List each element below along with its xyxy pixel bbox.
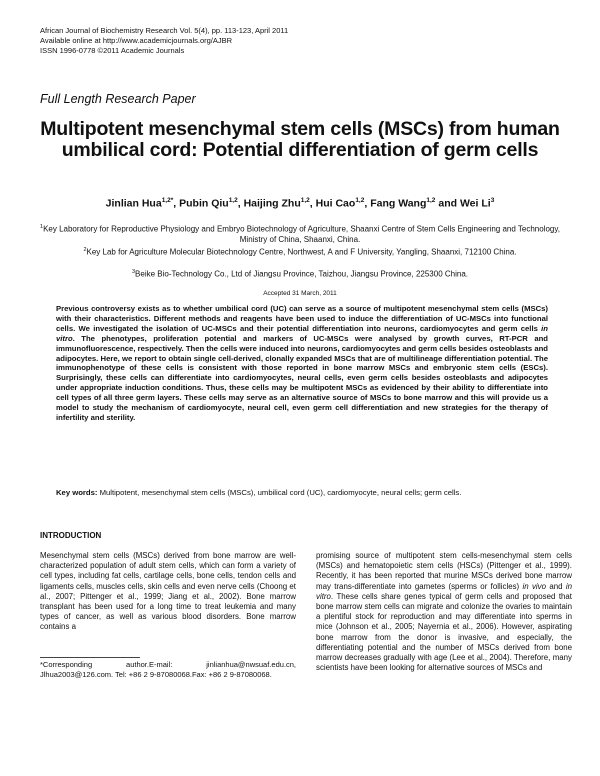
affiliation-text: Key Laboratory for Reproductive Physiology and Embryo Biotechnology of Agriculture, Shaanxi Centre of Stem Cells Engineering and Technology, Ministry of China, Shaanxi, China.	[43, 224, 560, 244]
author-name: Wei Li	[459, 197, 491, 210]
author-affil: 1,2	[426, 197, 436, 204]
body-text: promising source of multipotent stem cells-mesenchymal stem cells (MSCs) and hematopoietic stem cells (HSCs) (Pittenger et al., 1999). Recently, it has been reported that murine MSCs derived bone marrow may trans-differentiate into gametes (sperms or follicles)	[316, 551, 572, 591]
right-column-text	[316, 551, 572, 673]
affiliation-number: 3	[131, 269, 136, 275]
author-affil: 1,2	[355, 197, 365, 204]
keywords	[56, 488, 548, 498]
left-column-text: Mesenchymal stem cells (MSCs) derived from bone marrow are well-characterized population of adult stem cells, which can form a variety of cell types, including fat cells, cartilage cells, bone cells, tendon cells and ligaments cells, muscles cells, skin cells and even nerve cells (Choong et al., 2007; Pittenger et al., 1999; Jiang et al., 2002). Bone marrow transplant has been used for a long time to treat leukemia and many types of cancer, as well as various blood disorders. Bone marrow contains a	[40, 551, 296, 632]
journal-url: Available online at http://www.academicjournals.org/AJBR	[40, 36, 233, 45]
body-text: and	[546, 581, 566, 591]
author-affil: 3	[490, 197, 495, 204]
author-list	[30, 197, 570, 210]
author-sep: ,	[364, 197, 371, 210]
author-name: Jinlian Hua	[105, 197, 162, 210]
paper-type: Full Length Research Paper	[40, 92, 196, 106]
author-name: Fang Wang	[370, 197, 427, 210]
affiliation-3	[40, 267, 560, 280]
affiliation-2	[40, 245, 560, 258]
affiliation-text: Key Lab for Agriculture Molecular Biotechnology Centre, Northwest, A and F University, Yangling, Shaanxi, 712100 China.	[86, 247, 517, 257]
paper-title: Multipotent mesenchymal stem cells (MSCs) from human umbilical cord: Potential differentiation of germ cells	[40, 118, 560, 161]
author-sep: ,	[173, 197, 180, 210]
abstract	[56, 304, 548, 423]
abstract-italic: in vitro	[56, 323, 548, 343]
corresponding-footnote: *Corresponding author.E-mail: jinlianhua@nwsuaf.edu.cn, Jlhua2003@126.com. Tel: +86 2 9-87080068.Fax: +86 2 9-87080068.	[40, 660, 296, 679]
affiliation-text: Beike Bio-Technology Co., Ltd of Jiangsu Province, Taizhou, Jiangsu Province, 225300 China.	[135, 269, 468, 279]
footnote-divider	[40, 657, 140, 658]
journal-citation: African Journal of Biochemistry Research Vol. 5(4), pp. 113-123, April 2011	[40, 26, 289, 35]
keywords-text: Multipotent, mesenchymal stem cells (MSCs), umbilical cord (UC), cardiomyocyte, neural cells; germ cells.	[97, 488, 462, 497]
keywords-label: Key words:	[56, 488, 98, 497]
author-sep: ,	[237, 197, 244, 210]
affiliation-number: 2	[83, 247, 87, 253]
author-affil: 1,2*	[161, 197, 174, 204]
author-name: Hui Cao	[315, 197, 356, 210]
accepted-date: Accepted 31 March, 2011	[263, 290, 337, 297]
journal-issn: ISSN 1996-0778 ©2011 Academic Journals	[40, 46, 185, 55]
author-name: Haijing Zhu	[243, 197, 301, 210]
body-italic: in vitro	[316, 581, 572, 601]
author-sep: and	[435, 197, 460, 210]
abstract-text: . The phenotypes, proliferation potential and markers of UC-MSCs were analysed by growth curves, RT-PCR and immunofluorescence, respectively. Then the cells were induced into neurons, cardiomyocytes and germ cells besides osteoblasts and adipocytes. Here, we report to obtain single cell-derived, clonally expanded MSCs that are of multilineage differentiation potential. The immunophenotype of these cells is consistent with those reported in bone marrow MSCs and embryonic stem cells (ESCs). Surprisingly, these cells can differentiate into cardiomyocytes, neural cells, even germ cells besides osteoblasts and adipocytes under appropriate induction conditions. Thus, these cells may be multipotent MSCs as evidenced by their ability to differentiate into cell types of all three germ layers. These cells may serve as an alternative source of MSCs to bone marrow and this will provide us a model to study the mechanism of cardiomyocyte, neural cell, even germ cell differentiation and new strategies for the therapy of infertility and sterility.	[56, 333, 548, 422]
journal-header	[40, 26, 440, 56]
abstract-text: Previous controversy exists as to whether umbilical cord (UC) can serve as a source of multipotent mesenchymal stem cells (MSCs) with their characteristics. Different methods and reagents have been used to induce the differentiation of UC-MSCs into functional cells. We investigated the isolation of UC-MSCs and their potential differentiation into neurons, cardiomyocytes and germ cells	[56, 304, 548, 333]
section-heading: INTRODUCTION	[40, 531, 102, 540]
author-affil: 1,2	[228, 197, 238, 204]
author-sep: ,	[309, 197, 316, 210]
author-affil: 1,2	[300, 197, 310, 204]
body-italic: in vivo	[522, 581, 546, 591]
body-text: . These cells share genes typical of germ cells and proposed that bone marrow stem cells can migrate and colonize the ovaries to maintain a plentiful stock for reproduction and may differentiate into sperms in mice (Johnson et al., 2005; Nayernia et al., 2006). However, aspirating bone marrow from the donor is invasive, and especially, the differentiating potential and the number of MSCs derived from bone marrow decreases gradually with age (Lee et al., 2004). Therefore, many scientists have been looking for alternative sources of MSCs and	[316, 591, 572, 673]
author-name: Pubin Qiu	[179, 197, 229, 210]
affiliation-number: 1	[40, 224, 44, 230]
affiliation-1	[40, 222, 560, 245]
